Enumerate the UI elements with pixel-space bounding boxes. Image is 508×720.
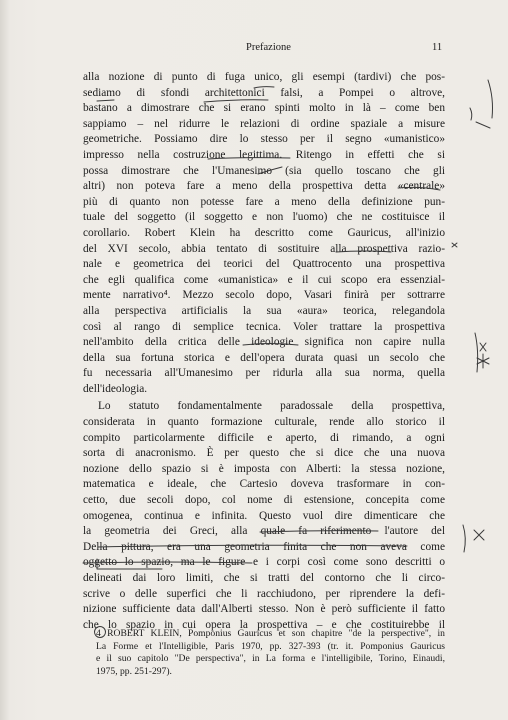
text-line: Lo statuto fondamentalmente paradossale della prospettiva, (98, 400, 445, 413)
text-line: matematica e ideale, che Cartesio doveva trasformare in con- (83, 478, 445, 491)
text-line: bastano a dimostrare che si erano spinti molto in là – come ben (83, 102, 445, 115)
cross-mark (452, 243, 457, 247)
text-line: nell'ambito della critica delle ideologie significa non capire nulla (83, 336, 445, 349)
text-line: della sua fortuna storica e dell'opera durata quasi un secolo che (83, 351, 445, 364)
text-line: cetto, due secoli dopo, col nome di estensione, concepita come (83, 494, 445, 507)
text-line: mente narrativo⁴. Mezzo secolo dopo, Vasari finirà per sottrarre (83, 289, 445, 302)
text-line: altri) non poteva fare a meno della prospettiva detta «centrale» (83, 180, 445, 193)
text-line: tuale del soggetto (il soggetto e non l'uomo) che ne costituisce il (83, 211, 445, 224)
text-line: scrive o delle superfici che li racchiudono, per riprendere la defi- (83, 587, 445, 600)
text-line: impresso nella costruzione legittima. Ritengo in effetti che si (83, 148, 445, 161)
text-line: Della pittura, era una geometria finita che non aveva come (83, 540, 445, 553)
text-line: geometriche. Possiamo dire lo stesso per il segno «umanistico» (83, 133, 445, 146)
cross-mark (474, 530, 484, 540)
text-line: nale e geometrica dei teorici del Quattrocento una prospettiva (83, 258, 445, 271)
text-line: così al rango di semplice tecnica. Voler trattare la prospettiva (83, 320, 445, 333)
footnote-line: 1975, pp. 251-297). (96, 665, 172, 677)
text-line: corollario. Robert Klein ha descritto come Gauricus, all'inizio (83, 226, 445, 239)
cross-mark (470, 108, 472, 120)
text-line: sappiamo – nel ridurre le relazioni di ordine spaziale a misure (83, 117, 445, 130)
text-line: nozione dello spazio si è imposta con Alberti: la stessa nozione, (83, 462, 445, 475)
footnote-text: ROBERT KLEIN, Pomponius Gauricus et son chapitre "de la perspective", in (107, 628, 445, 639)
text-line: del XVI secolo, abbia tentato di sostituire alla prospettiva razio- (83, 242, 445, 255)
text-line: più di quanto non potesse fare a meno della definizione pun- (83, 195, 445, 208)
text-line: dell'ideologia. (83, 382, 148, 395)
text-line: fu necessaria all'Umanesimo per ridurla alla sua norma, quella (83, 367, 445, 380)
footnote-number: 4 (96, 628, 101, 639)
text-line: nizione sufficiente data dall'Alberti stesso. Non è però sufficiente il fatto (83, 603, 445, 616)
footnote (96, 628, 445, 678)
paragraph-1 (83, 70, 445, 397)
cross-mark (476, 122, 490, 128)
text-line: considerata in quanto formazione culturale, rende allo storico il (83, 416, 445, 429)
text-line: che egli qualifica come «umanistica» e il cui scopo era essenzial- (83, 273, 445, 286)
footnote-line: La Forme et l'Intelligible, Paris 1970, pp. 327-393 (tr. it. Pomponius Gauricus (96, 640, 445, 652)
text-line: che lo spazio in cui opera la prospettiva – e che costituirebbe il (83, 618, 445, 631)
paragraph-2 (83, 399, 445, 633)
running-head: Prefazione (246, 42, 291, 53)
text-line: alla nozione di punto di fuga unico, gli esempi (tardivi) che pos- (83, 71, 445, 83)
page-header (0, 42, 508, 58)
text-line: delineati dai loro limiti, che si tratti del contorno che li circo- (83, 572, 445, 584)
bracket-mark (475, 333, 478, 372)
page-number: 11 (432, 42, 443, 53)
text-line: compito particolarmente difficile e aperto, di rimando, a ogni (83, 431, 445, 444)
footnote-line: e il suo capitolo "De perspectiva", in La forma e l'intelligibile, Torino, Einaudi, (96, 653, 445, 665)
text-line: la geometria dei Greci, alla quale fa riferimento l'autore del (83, 525, 445, 538)
cross-mark (480, 343, 486, 351)
text-line: oggetto lo spazio, ma le figure e i corpi così come sono descritti o (83, 556, 445, 569)
text-line: possa dimostrare che l'Umanesimo (sia quello toscano che gli (83, 164, 445, 177)
text-line: sorta di anacronismo. È per questo che si dice che una nuova (83, 447, 445, 460)
bracket-mark (488, 80, 493, 118)
text-line: omogenea, continua e infinita. Questo vuol dire dimenticare che (83, 509, 445, 522)
footnote-line (96, 628, 445, 641)
bracket-mark (463, 525, 465, 552)
cross-mark (477, 354, 489, 368)
text-line: sediamo di sfondi architettonici falsi, a Pompei o altrove, (83, 86, 445, 99)
body-text (83, 70, 445, 633)
text-line: alla perspectiva artificialis la sua «aura» teorica, relegandola (83, 304, 445, 317)
